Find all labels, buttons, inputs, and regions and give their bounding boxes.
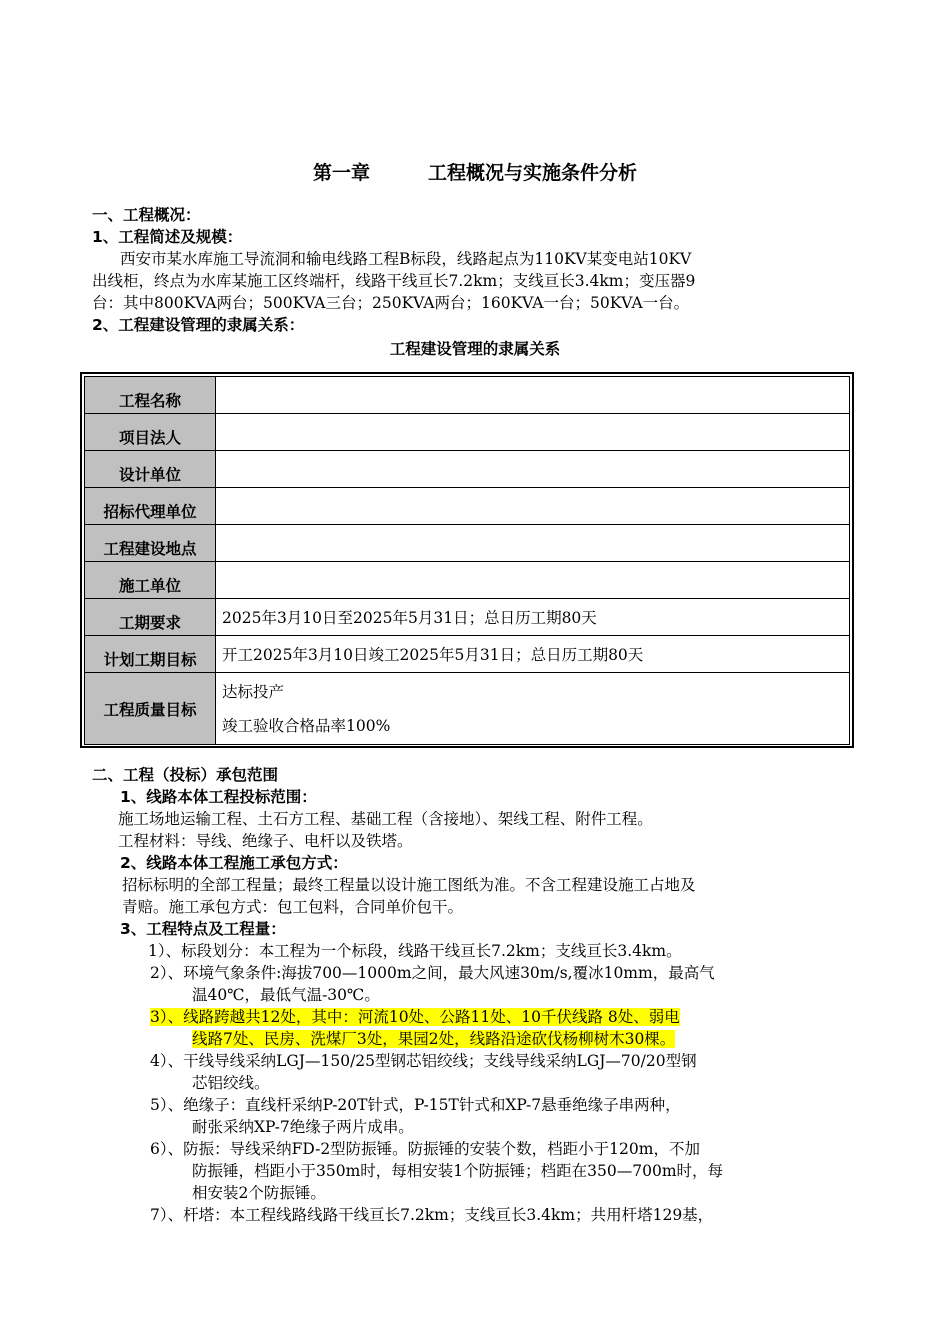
- list-item-continuation-highlighted: 线路7处、民房、洗煤厂3处，果园2处，线路沿途砍伐杨柳树木30棵。: [192, 1030, 676, 1048]
- list-item: 2）、环境气象条件:海拔700—1000m之间，最大风速30m/s,覆冰10mm，最高气: [150, 964, 715, 982]
- table-row: [85, 525, 850, 562]
- row-label: 工程质量目标: [85, 673, 216, 745]
- row-value: 开工2025年3月10日竣工2025年5月31日；总日历工期80天: [216, 636, 850, 673]
- table-caption: 工程建设管理的隶属关系: [389, 340, 561, 358]
- row-value: [216, 451, 850, 488]
- project-info-table: [80, 372, 854, 748]
- chapter-number: 第一章: [312, 162, 370, 184]
- table-row: [85, 451, 850, 488]
- list-item-continuation: 芯铝绞线。: [192, 1074, 270, 1092]
- list-item-continuation: 耐张采纳XP-7绝缘子两片成串。: [192, 1118, 414, 1136]
- section-2-2-heading: 2、线路本体工程施工承包方式：: [120, 854, 348, 872]
- table-row: [85, 488, 850, 525]
- table-row: [85, 673, 850, 745]
- list-item: 5）、绝缘子：直线杆采纳P-20T针式，P-15T针式和XP-7悬垂绝缘子串两种，: [150, 1096, 681, 1114]
- row-value: [216, 414, 850, 451]
- row-value: [216, 525, 850, 562]
- row-label: 工程名称: [85, 377, 216, 414]
- chapter-title: [0, 158, 950, 185]
- row-label: 工期要求: [85, 599, 216, 636]
- list-item-highlighted: 3）、线路跨越共12处，其中：河流10处、公路11处、10千伏线路 8处、弱电: [150, 1008, 680, 1026]
- paragraph-line: 施工场地运输工程、土石方工程、基础工程（含接地）、架线工程、附件工程。: [118, 810, 653, 828]
- paragraph-line: 招标标明的全部工程量；最终工程量以设计施工图纸为准。不含工程建设施工占地及: [122, 876, 696, 894]
- table-row: [85, 414, 850, 451]
- paragraph-line: 工程材料：导线、绝缘子、电杆以及铁塔。: [118, 832, 413, 850]
- row-label: 计划工期目标: [85, 636, 216, 673]
- row-value: [216, 377, 850, 414]
- paragraph-line: 出线柜，终点为水库某施工区终端杆，线路干线亘长7.2km；支线亘长3.4km；变压器9: [92, 272, 696, 290]
- section-1-2-heading: 2、工程建设管理的隶属关系：: [92, 316, 305, 334]
- list-item: 7）、杆塔：本工程线路线路干线亘长7.2km；支线亘长3.4km；共用杆塔129基，: [150, 1206, 714, 1224]
- paragraph-line: 青赔。施工承包方式：包工包料，合同单价包干。: [122, 898, 464, 916]
- row-label: 施工单位: [85, 562, 216, 599]
- table-row: [85, 636, 850, 673]
- chapter-name: 工程概况与实施条件分析: [428, 162, 638, 184]
- section-2-1-heading: 1、线路本体工程投标范围：: [120, 788, 317, 806]
- paragraph-line: 台：其中800KVA两台；500KVA三台；250KVA两台；160KVA一台；50KVA一台。: [92, 294, 690, 312]
- list-item-continuation: 防振锤，档距小于350m时，每相安装1个防振锤；档距在350—700m时，每: [192, 1162, 724, 1180]
- row-label: 项目法人: [85, 414, 216, 451]
- list-item: 4）、干线导线采纳LGJ—150/25型钢芯铝绞线；支线导线采纳LGJ—70/20型钢: [150, 1052, 697, 1070]
- row-value: [216, 488, 850, 525]
- section-2-3-heading: 3、工程特点及工程量：: [120, 920, 286, 938]
- section-1-1-heading: 1、工程简述及规模：: [92, 228, 243, 246]
- section-2-heading: 二、工程（投标）承包范围: [92, 766, 279, 784]
- table-row: [85, 599, 850, 636]
- row-label: 工程建设地点: [85, 525, 216, 562]
- quality-line: 竣工验收合格品率100%: [222, 716, 391, 735]
- paragraph-line: 西安市某水库施工导流洞和输电线路工程B标段，线路起点为110KV某变电站10KV: [120, 250, 692, 268]
- table-row: [85, 377, 850, 414]
- quality-line: 达标投产: [222, 682, 285, 701]
- row-label: 设计单位: [85, 451, 216, 488]
- row-value: [216, 562, 850, 599]
- table-row: [85, 562, 850, 599]
- list-item-continuation: 温40℃，最低气温-30℃。: [192, 986, 380, 1004]
- section-1-heading: 一、工程概况：: [92, 206, 201, 224]
- list-item-continuation: 相安装2个防振锤。: [192, 1184, 326, 1202]
- row-value: 2025年3月10日至2025年5月31日；总日历工期80天: [216, 599, 850, 636]
- row-value: [216, 673, 850, 745]
- list-item: 1）、标段划分：本工程为一个标段，线路干线亘长7.2km；支线亘长3.4km。: [148, 942, 682, 960]
- row-label: 招标代理单位: [85, 488, 216, 525]
- list-item: 6）、防振：导线采纳FD-2型防振锤。防振锤的安装个数，档距小于120m，不加: [150, 1140, 700, 1158]
